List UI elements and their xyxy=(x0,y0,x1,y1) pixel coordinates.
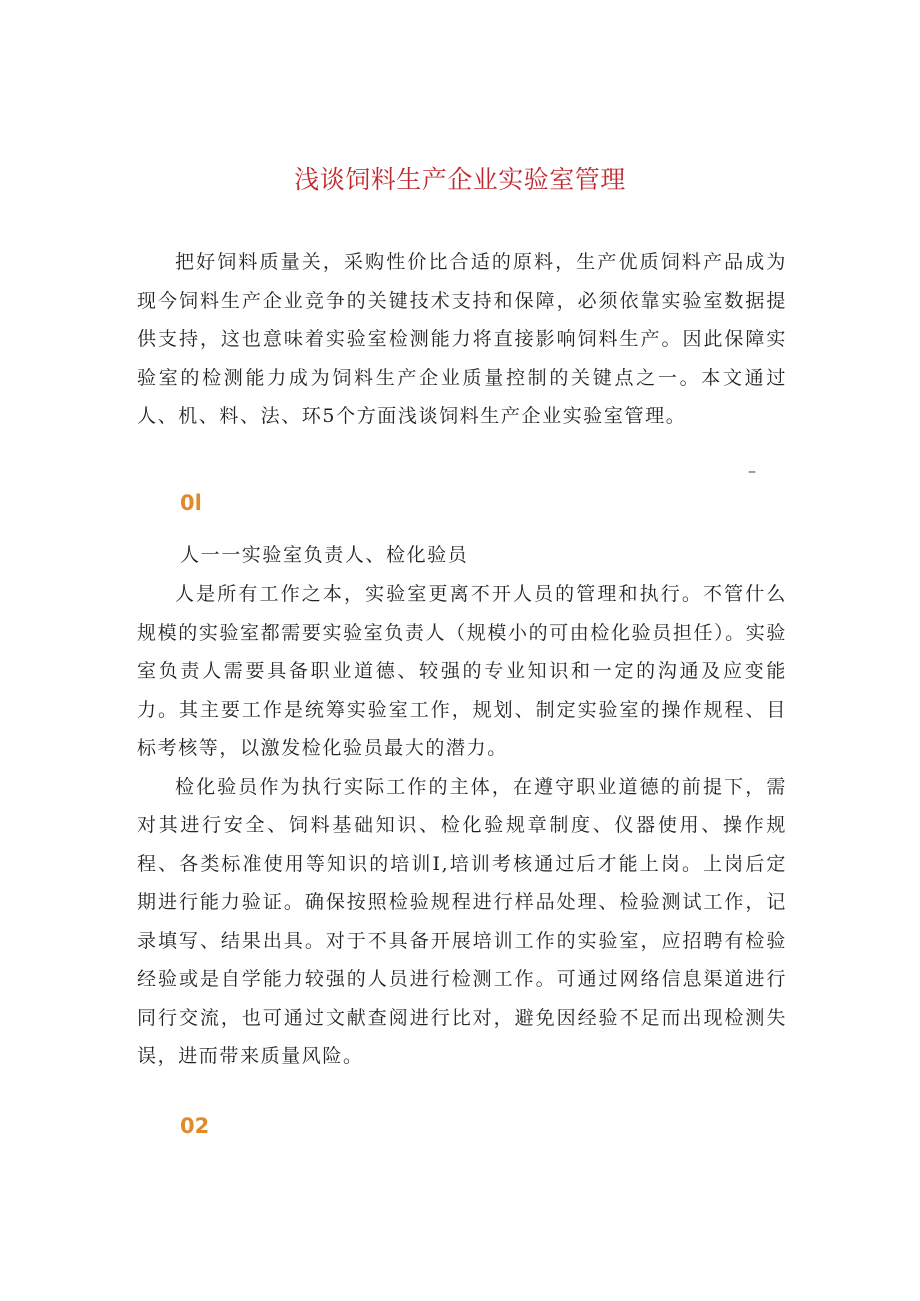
intro-paragraph: 把好饲料质量关，采购性价比合适的原料，生产优质饲料产品成为现今饲料生产企业竞争的关键技术支持和保障，必须依靠实验室数据提供支持，这也意味着实验室检测能力将直接影响饲料生产。因此保障实验室的检测能力成为饲料生产企业质量控制的关键点之一。本文通过人、机、料、法、环5个方面浅谈饲料生产企业实验室管理。 xyxy=(137,251,787,427)
section-1-paragraph-1: 人是所有工作之本，实验室更离不开人员的管理和执行。不管什么规模的实验室都需要实验室负责人（规模小的可由检化验员担任）。实验室负责人需要具备职业道德、较强的专业知识和一定的沟通及应变能力。其主要工作是统筹实验室工作，规划、制定实验室的操作规程、目标考核等，以激发检化验员最大的潜力。 xyxy=(137,583,787,759)
section-number-2: 02 xyxy=(180,1114,210,1138)
intro-section xyxy=(137,243,787,436)
section-1-paragraph-2: 检化验员作为执行实际工作的主体，在遵守职业道德的前提下，需对其进行安全、饲料基础知识、检化验规章制度、仪器使用、操作规程、各类标准使用等知识的培训I,培训考核通过后才能上岗。上岗后定期进行能力验证。确保按照检验规程进行样品处理、检验测试工作，记录填写、结果出具。对于不具备开展培训工作的实验室，应招聘有检验经验或是自学能力较强的人员进行检测工作。可通过网络信息渠道进行同行交流，也可通过文献查阅进行比对，避免因经验不足而出现检测失误，进而带来质量风险。 xyxy=(137,775,787,1067)
section-heading-1: 人一一实验室负责人、检化验员 xyxy=(180,544,469,566)
section-number-1: 0l xyxy=(180,491,202,515)
separator-mark: – xyxy=(748,461,756,480)
article-title: 浅谈饲料生产企业实验室管理 xyxy=(294,165,626,194)
section-1-body xyxy=(137,575,787,1076)
